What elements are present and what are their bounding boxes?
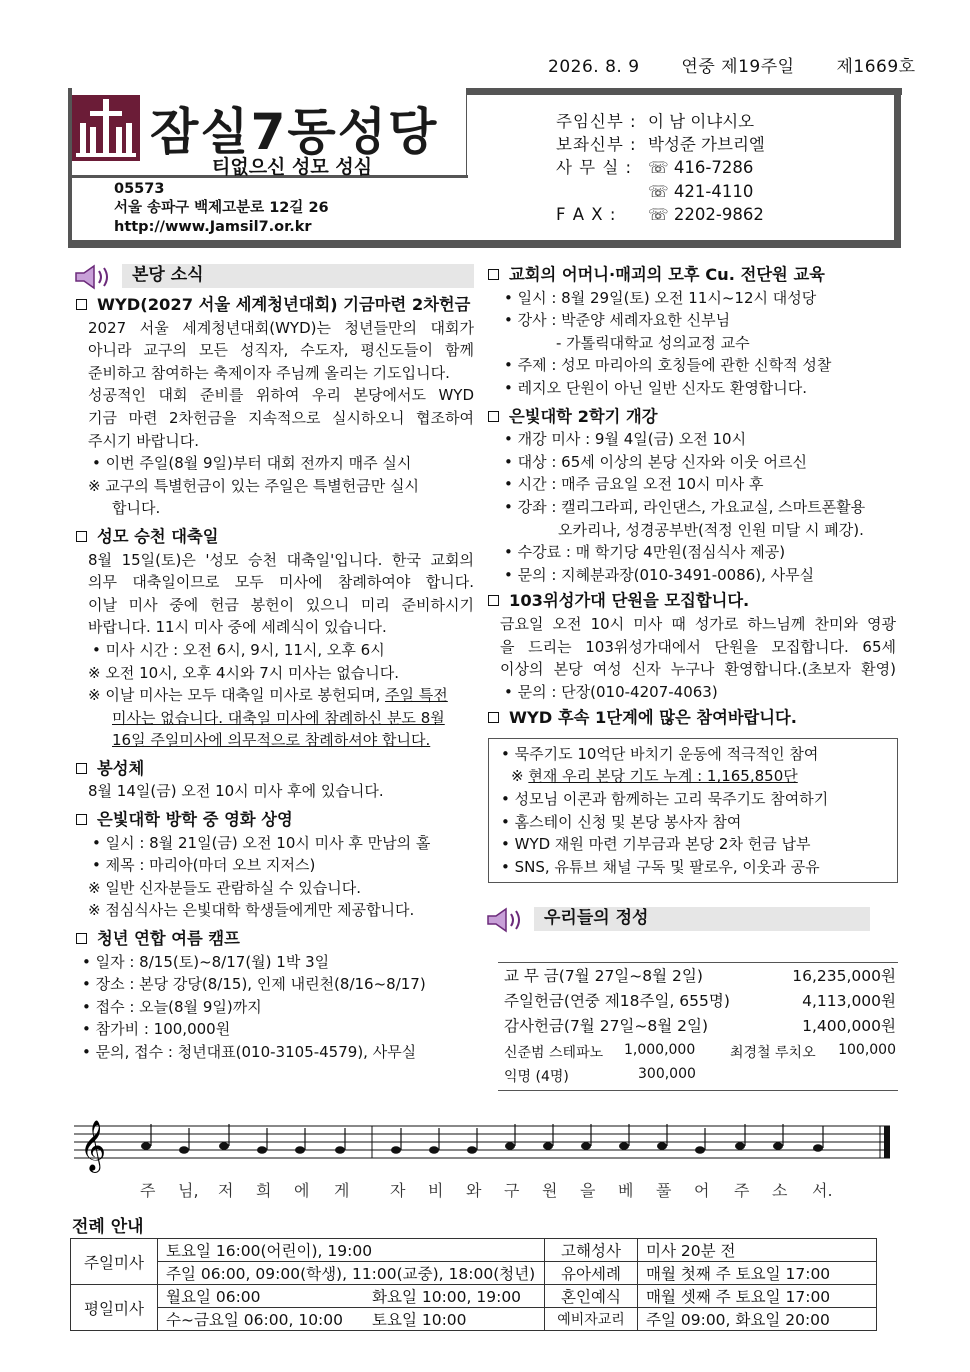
section-title: 성모 승천 대축일 bbox=[74, 526, 474, 549]
header-border bbox=[466, 88, 902, 95]
banner-title: 본당 소식 bbox=[132, 265, 204, 285]
lyric-syllable: 와 bbox=[466, 1181, 482, 1200]
church-slogan: 티없으신 성모 성심 bbox=[212, 156, 373, 178]
bullet: • 이번 주일(8월 9일)부터 대회 전까지 매주 실시 bbox=[92, 454, 412, 473]
note-head bbox=[467, 1146, 477, 1154]
lyric-syllable: 구 bbox=[504, 1181, 520, 1200]
section-title: 교회의 어머니·매괴의 모후 Cu. 전단원 교육 bbox=[486, 264, 900, 287]
note: ※ 교구의 특별헌금이 있는 주일은 특별헌금만 실시 bbox=[88, 476, 419, 495]
paragraph: 금요일 오전 10시 미사 때 성가로 하느님께 찬미와 영광 을 드리는 103위성가대에서 단원을 모집합니다. 65세 이상의 본당 여성 신자 누구나 환영합니다.(초보자 환영) bbox=[500, 614, 896, 679]
offering-row: 주일헌금(연중 제18주일, 655명) 4,113,000원 bbox=[504, 992, 896, 1010]
header-border bbox=[68, 240, 900, 248]
liturgy-table bbox=[70, 1238, 877, 1331]
note-head bbox=[695, 1146, 705, 1154]
donor-row: 익명 (4명) 300,000 bbox=[504, 1066, 696, 1085]
staff-row: F A X : ☏ 2202-9862 bbox=[556, 204, 764, 224]
lyric-syllable: 소 bbox=[772, 1181, 788, 1200]
lyric-syllable: 풀 bbox=[656, 1181, 672, 1200]
section-banner bbox=[486, 905, 870, 929]
note: ※ 오전 10시, 오후 4시와 7시 미사는 없습니다. bbox=[88, 663, 400, 682]
bullet: • 성모님 이콘과 함께하는 고리 묵주기도 참여하기 bbox=[501, 790, 829, 809]
header-divider bbox=[466, 95, 467, 175]
bullet: • 문의, 접수 : 청년대표(010-3105-4579), 사무실 bbox=[82, 1043, 417, 1061]
bullet: • 미사 시간 : 오전 6시, 9시, 11시, 오후 6시 bbox=[92, 640, 385, 659]
note-head bbox=[429, 1146, 439, 1154]
note: ※ 일반 신자분들도 관람하실 수 있습니다. bbox=[88, 878, 362, 897]
lyric-syllable: 희 bbox=[256, 1181, 272, 1200]
note: ※ 이날 미사는 모두 대축일 미사로 봉헌되며, 주일 특전 bbox=[88, 686, 448, 705]
note: 합니다. bbox=[112, 499, 161, 518]
offering-row: 교 무 금(7월 27일~8월 2일) 16,235,000원 bbox=[504, 967, 896, 985]
section-title: 봉성체 bbox=[74, 758, 474, 781]
bullet-indent: - 가톨릭대학교 성의교정 교수 bbox=[556, 333, 750, 352]
bullet: • 개강 미사 : 9월 4일(금) 오전 10시 bbox=[504, 430, 747, 449]
paragraph: 2027 서울 세계청년대회(WYD)는 청년들만의 대회가 아니라 교구의 모든 성직자, 수도자, 평신도들이 함께 준비하고 참여하는 축제이자 주님께 올리는 기도입니다. bbox=[88, 318, 474, 382]
bullet: • 일자 : 8/15(토)~8/17(월) 1박 3일 bbox=[82, 952, 330, 971]
bullet: • WYD 재원 마련 기부금과 본당 2차 헌금 납부 bbox=[501, 835, 811, 854]
table-cell: 혼인예식 bbox=[545, 1285, 638, 1308]
staff-row: 주임신부 : 이 남 이냐시오 bbox=[556, 112, 755, 131]
table-cell: 주일 09:00, 화요일 20:00 bbox=[638, 1308, 877, 1331]
bullet: • 묵주기도 10억단 바치기 운동에 적극적인 참여 bbox=[501, 744, 819, 763]
table-cell: 예비자교리 bbox=[545, 1308, 638, 1331]
note-head bbox=[813, 1144, 823, 1152]
note-head bbox=[657, 1142, 667, 1150]
left-column bbox=[74, 262, 474, 1064]
bullet: • 대상 : 65세 이상의 본당 신자와 이웃 어르신 bbox=[504, 452, 807, 471]
note-head bbox=[505, 1142, 515, 1150]
bullet: • 일시 : 8월 21일(금) 오전 10시 미사 후 만남의 홀 bbox=[92, 833, 431, 852]
lyric-syllable: 자 bbox=[390, 1181, 406, 1200]
speaker-icon bbox=[486, 907, 526, 933]
table-cell: 화요일 10:00, 19:00 bbox=[364, 1285, 545, 1308]
bullet: • 강사 : 박준양 세례자요한 신부님 bbox=[504, 311, 731, 330]
table-cell: 토요일 10:00 bbox=[364, 1308, 545, 1331]
bullet: • 홈스테이 신청 및 본당 봉사자 참여 bbox=[501, 812, 742, 831]
section-title: 103위성가대 단원을 모집합니다. bbox=[486, 590, 900, 613]
note-head bbox=[335, 1146, 345, 1154]
note: 16일 주일미사에 의무적으로 참례하셔야 합니다. bbox=[112, 731, 431, 750]
bullet: • 일시 : 8월 29일(토) 오전 11시~12시 대성당 bbox=[504, 288, 817, 307]
staff-row: 보좌신부 : 박성준 가브리엘 bbox=[556, 135, 765, 155]
donor-row: 신준범 스테파노 1,000,000 최경철 루치오 100,000 bbox=[504, 1042, 896, 1061]
table-cell: 미사 20분 전 bbox=[638, 1239, 877, 1262]
lyric-syllable: 을 bbox=[580, 1181, 596, 1200]
church-logo bbox=[72, 95, 140, 161]
note-head bbox=[773, 1142, 783, 1150]
lyric-syllable: 원 bbox=[542, 1181, 558, 1200]
note-head bbox=[581, 1142, 591, 1150]
bullet: • 제목 : 마리아(마더 오브 지저스) bbox=[92, 856, 316, 875]
lyric-syllable: 에 bbox=[294, 1181, 310, 1200]
sunday-mass-label: 주일미사 bbox=[71, 1239, 158, 1285]
header-border bbox=[894, 88, 901, 248]
table-cell: 주일 06:00, 09:00(학생), 11:00(교중), 18:00(청년) bbox=[158, 1262, 545, 1285]
bullet: • 장소 : 본당 강당(8/15), 인제 내린천(8/16~8/17) bbox=[82, 975, 426, 994]
section-title: 은빛대학 방학 중 영화 상영 bbox=[74, 809, 474, 832]
offering-row: 감사헌금(7월 27일~8월 2일) 1,400,000원 bbox=[504, 1017, 896, 1035]
issue-number: 제1669호 bbox=[836, 57, 916, 77]
note-head bbox=[141, 1142, 151, 1150]
website-link[interactable]: http://www.Jamsil7.or.kr bbox=[114, 219, 312, 235]
bullet: • 주제 : 성모 마리아의 호칭들에 관한 신학적 성찰 bbox=[504, 356, 832, 375]
note: ※ 점심식사는 은빛대학 학생들에게만 제공합니다. bbox=[88, 901, 415, 920]
wyd-followup-box bbox=[488, 738, 898, 884]
staff-row: 사 무 실 : ☏ 416-7286 bbox=[556, 158, 754, 178]
staff-row: ☏ 421-4110 bbox=[648, 181, 754, 201]
paragraph: 8월 15일(토)은 '성모 승천 대축일'입니다. 한국 교회의 의무 대축일이므로 모두 미사에 참례하여야 합니다. 이날 미사 중에 헌금 봉헌이 있으니 미리 준비하시기 바랍니다. 11시 미사 중에 세례식이 있습니다. bbox=[88, 550, 474, 637]
speaker-icon bbox=[74, 264, 114, 290]
table-cell: 유아세례 bbox=[545, 1262, 638, 1285]
note-head bbox=[219, 1142, 229, 1150]
table-cell: 월요일 06:00 bbox=[158, 1285, 365, 1308]
note-head bbox=[543, 1142, 553, 1150]
issue-sunday: 연중 제19주일 bbox=[681, 57, 795, 77]
bullet: • SNS, 유튜브 채널 구독 및 팔로우, 이웃과 공유 bbox=[501, 857, 820, 876]
bullet: • 강좌 : 캘리그라피, 라인댄스, 가요교실, 스마트폰활용 bbox=[504, 497, 866, 516]
note-head bbox=[391, 1146, 401, 1154]
section-title: 은빛대학 2학기 개강 bbox=[486, 406, 900, 429]
paragraph: 성공적인 대회 준비를 위하여 우리 본당에서도 WYD 기금 마련 2차헌금을 지속적으로 실시하오니 협조하여 주시기 바랍니다. bbox=[88, 386, 474, 450]
bullet: • 접수 : 오늘(8월 9일)까지 bbox=[82, 997, 262, 1016]
bullet-indent: 오카리나, 성경공부반(적정 인원 미달 시 폐강). bbox=[558, 520, 864, 539]
music-staff bbox=[74, 1118, 894, 1178]
svg-text:𝄞: 𝄞 bbox=[80, 1120, 107, 1171]
note-head bbox=[619, 1142, 629, 1150]
table-cell: 고해성사 bbox=[545, 1239, 638, 1262]
note-head bbox=[735, 1142, 745, 1150]
note-head bbox=[257, 1146, 267, 1154]
issue-info bbox=[548, 52, 916, 77]
lyric-syllable: 어 bbox=[694, 1181, 710, 1200]
lyric-syllable: 서. bbox=[812, 1181, 833, 1200]
table-cell: 매월 첫째 주 토요일 17:00 bbox=[638, 1262, 877, 1285]
note-head bbox=[179, 1146, 189, 1154]
weekday-mass-label: 평일미사 bbox=[71, 1285, 158, 1331]
lyric-syllable: 저 bbox=[218, 1181, 234, 1200]
note-head bbox=[295, 1146, 305, 1154]
lyric-syllable: 주 bbox=[140, 1181, 156, 1200]
note: ※ 현재 우리 본당 기도 누계 : 1,165,850단 bbox=[511, 767, 798, 786]
bullet: • 문의 : 지혜분과장(010-3491-0086), 사무실 bbox=[504, 565, 815, 584]
lyric-syllable: 님, bbox=[178, 1181, 199, 1200]
issue-date: 2026. 8. 9 bbox=[548, 57, 640, 77]
church-address bbox=[114, 180, 329, 237]
table-cell: 수~금요일 06:00, 10:00 bbox=[158, 1308, 365, 1331]
liturgy-title: 전례 안내 bbox=[72, 1217, 144, 1237]
right-column bbox=[486, 262, 900, 937]
lyric-syllable: 게 bbox=[334, 1181, 350, 1200]
note: 미사는 없습니다. 대축일 미사에 참례하신 분도 8월 bbox=[112, 708, 445, 727]
section-banner bbox=[74, 262, 474, 286]
bullet: • 문의 : 단장(010-4207-4063) bbox=[504, 682, 718, 701]
section-title: 청년 연합 여름 캠프 bbox=[74, 928, 474, 951]
bullet: • 수강료 : 매 학기당 4만원(점심식사 제공) bbox=[504, 543, 786, 562]
postal-code: 05573 bbox=[114, 181, 165, 197]
table-cell: 매월 셋째 주 토요일 17:00 bbox=[638, 1285, 877, 1308]
section-title: WYD(2027 서울 세계청년대회) 기금마련 2차헌금 bbox=[74, 294, 474, 317]
street-address: 서울 송파구 백제고분로 12길 26 bbox=[114, 200, 329, 216]
paragraph: 8월 14일(금) 오전 10시 미사 후에 있습니다. bbox=[88, 782, 384, 801]
church-name: 잠실7동성당 bbox=[150, 103, 439, 161]
bullet: • 레지오 단원이 아닌 일반 신자도 환영합니다. bbox=[504, 378, 808, 397]
bullet: • 참가비 : 100,000원 bbox=[82, 1020, 231, 1039]
banner-title: 우리들의 정성 bbox=[544, 908, 649, 929]
section-title: WYD 후속 1단계에 많은 참여바랍니다. bbox=[486, 707, 900, 730]
lyric-syllable: 비 bbox=[428, 1181, 444, 1200]
staff-info bbox=[556, 110, 765, 226]
table-cell: 토요일 16:00(어린이), 19:00 bbox=[158, 1239, 545, 1262]
bullet: • 시간 : 매주 금요일 오전 10시 미사 후 bbox=[504, 475, 764, 494]
lyric-syllable: 베 bbox=[618, 1181, 634, 1200]
lyric-syllable: 주 bbox=[734, 1181, 750, 1200]
